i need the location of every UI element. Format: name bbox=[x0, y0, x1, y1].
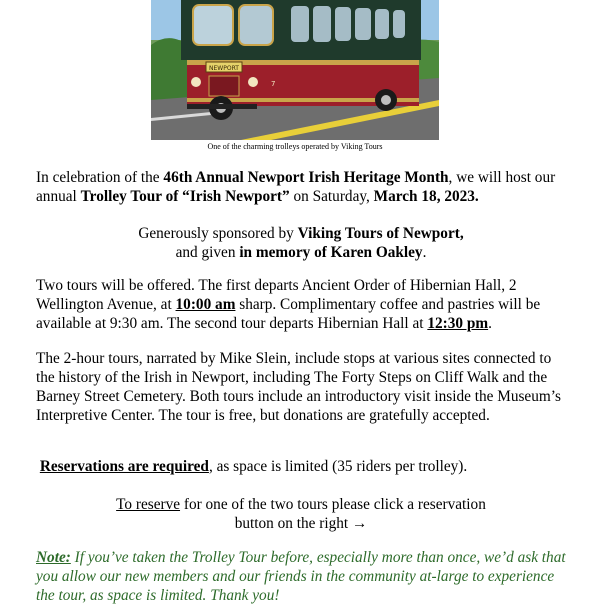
tours-text-3: . bbox=[488, 315, 492, 332]
heritage-month-name: 46th Annual Newport Irish Heritage Month bbox=[163, 169, 449, 186]
reserve-text-1: for one of the two tours please click a reservation bbox=[180, 496, 486, 513]
tours-text-2: sharp. Complimentary coffee and pastries will be available at 9:30 am. The second tour departs Hibernian Hall at bbox=[36, 296, 541, 332]
sponsor-paragraph bbox=[36, 224, 566, 262]
intro-text-3: on Saturday, bbox=[289, 188, 374, 205]
photo-caption: One of the charming trolleys operated by Viking Tours bbox=[207, 142, 383, 151]
reservations-paragraph bbox=[36, 457, 566, 476]
to-reserve-link[interactable]: To reserve bbox=[116, 496, 181, 513]
intro-text-1: In celebration of the bbox=[36, 169, 164, 186]
tour-date: March 18, 2023. bbox=[373, 188, 479, 205]
intro-paragraph bbox=[36, 168, 566, 206]
details-paragraph: The 2-hour tours, narrated by Mike Slein, include stops at various sites connected to the history of the Irish in Newport, including The Forty Steps on Cliff Walk and the Barney Street Cemetery. Both tours include an introductory visit inside the Museum’s Interpretive Center. The tour is free, but donations are gratefully accepted. bbox=[36, 350, 561, 424]
sponsor-text-1: Generously sponsored by bbox=[138, 225, 298, 242]
note-text: If you’ve taken the Trolley Tour before, especially more than once, we’d ask that you allow our new members and our friends in the community at-large to experience the tour, as space is limited. Thank you! bbox=[36, 549, 566, 604]
reserve-text-2: button on the right → bbox=[234, 515, 368, 532]
sponsor-text-3: . bbox=[422, 244, 427, 261]
tours-paragraph bbox=[36, 276, 566, 333]
trolley-number: 7 bbox=[271, 80, 276, 88]
trolley-illustration bbox=[151, 0, 439, 140]
second-tour-time: 12:30 pm bbox=[427, 315, 489, 332]
tours-text-1: Two tours will be offered. The first departs Ancient Order of Hibernian Hall, 2 Wellington Avenue, at bbox=[36, 277, 517, 313]
intro-text-2: , we will host our annual bbox=[36, 169, 556, 205]
tour-name: Trolley Tour of “Irish Newport” bbox=[80, 188, 290, 205]
trolley-sign: NEWPORT bbox=[209, 65, 239, 72]
reservations-required: Reservations are required bbox=[39, 458, 209, 475]
sponsor-name: Viking Tours of Newport, bbox=[297, 225, 464, 242]
note-paragraph bbox=[36, 548, 566, 605]
note-label: Note: bbox=[36, 549, 71, 566]
reserve-paragraph bbox=[36, 495, 566, 533]
reservations-text: , as space is limited (35 riders per trolley). bbox=[208, 458, 468, 475]
first-tour-time: 10:00 am bbox=[175, 296, 236, 313]
sponsor-text-2: and given bbox=[175, 244, 240, 261]
memorial-name: in memory of Karen Oakley bbox=[239, 244, 423, 261]
trolley-photo bbox=[151, 0, 439, 140]
